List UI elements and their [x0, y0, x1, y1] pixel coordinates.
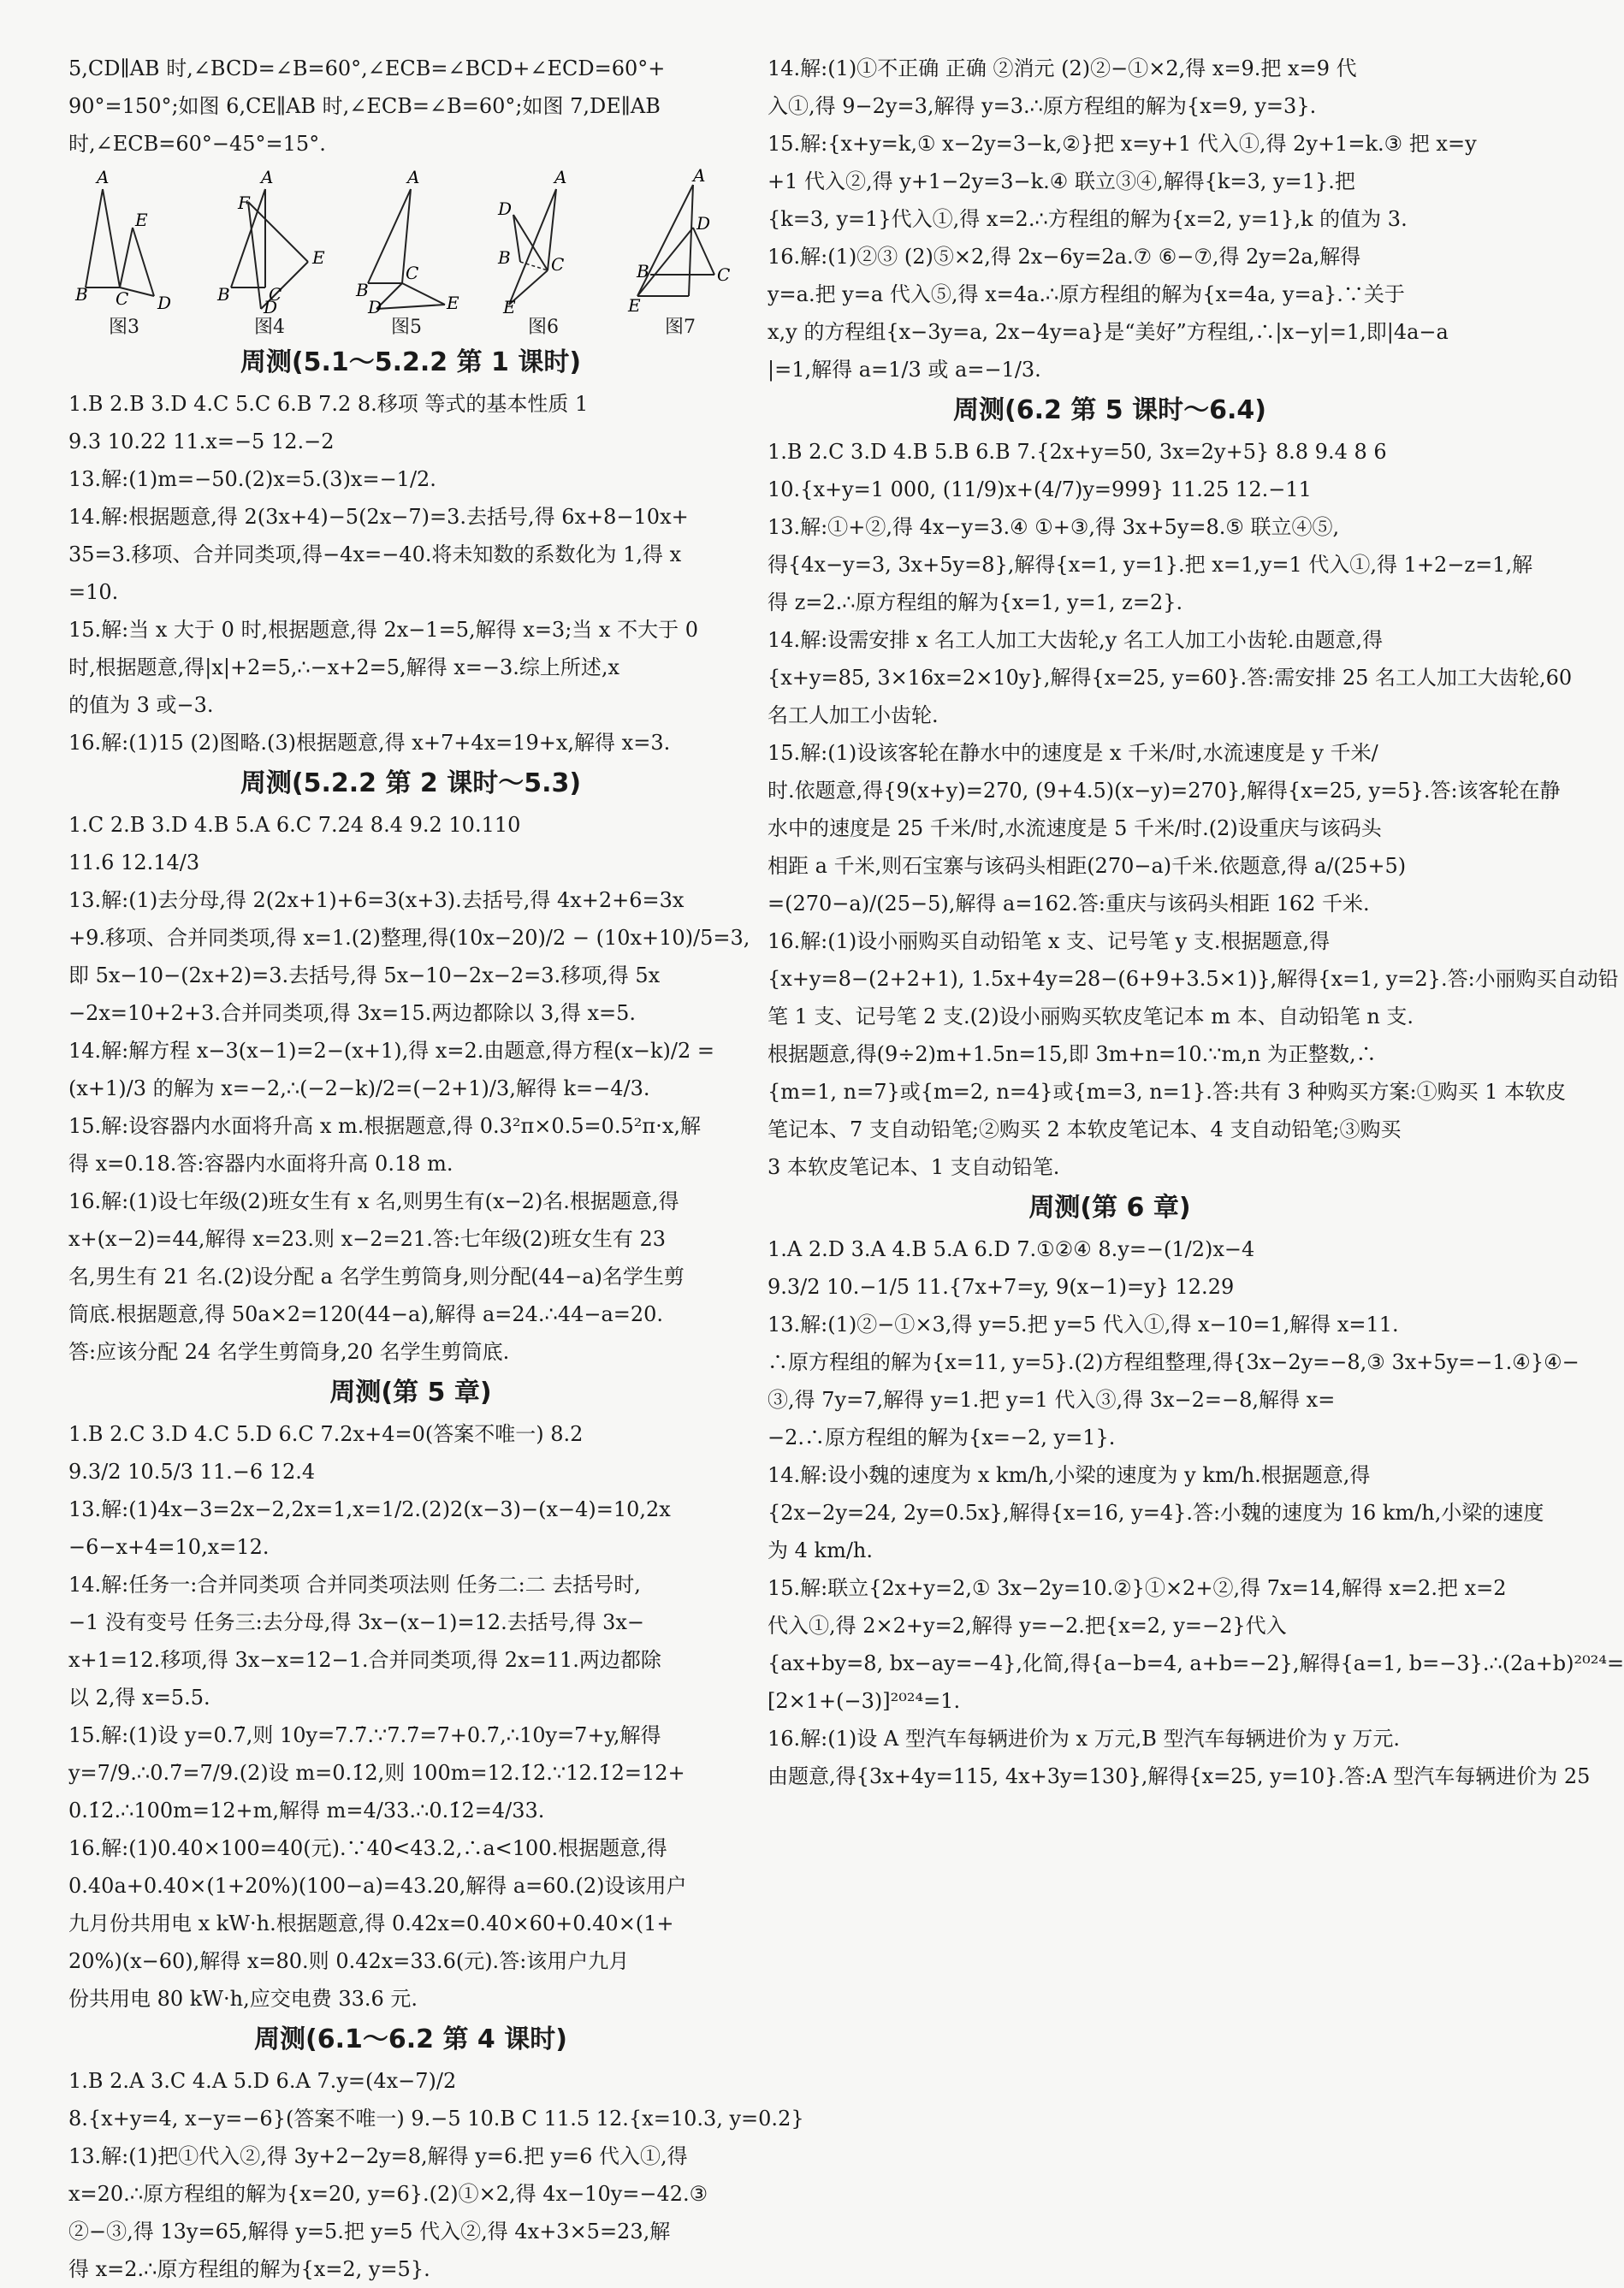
answer-line: x=20.∴原方程组的解为{x=20, y=6}.(2)①×2,得 4x−10y=−42.③: [68, 2182, 708, 2206]
right-sections: [768, 390, 1624, 1795]
section-heading: 周测(6.1～6.2 第 4 课时): [254, 2024, 567, 2054]
answer-line: 35=3.移项、合并同类项,得−4x=−40.将未知数的系数化为 1,得 x: [68, 542, 682, 566]
svg-text:D: D: [696, 213, 711, 234]
svg-text:E: E: [503, 297, 516, 317]
answer-line: ②−③,得 13y=65,解得 y=5.把 y=5 代入②,得 4x+3×5=23,解: [68, 2220, 671, 2244]
answer-line: 水中的速度是 25 千米/时,水流速度是 5 千米/时.(2)设重庆与该码头: [768, 816, 1382, 840]
answer-line: 0.40a+0.40×(1+20%)(100−a)=43.20,解得 a=60.(2)设该用户: [68, 1874, 687, 1898]
section-heading: 周测(第 5 章): [329, 1378, 492, 1408]
answer-line: 16.解:(1)15 (2)图略.(3)根据题意,得 x+7+4x=19+x,解得 x=3.: [68, 731, 671, 755]
text-line: |=1,解得 a=1/3 或 a=−1/3.: [768, 358, 1041, 382]
answer-line: 根据题意,得(9÷2)m+1.5n=15,即 3m+n=10.∵m,n 为正整数,∴: [768, 1042, 1377, 1066]
answer-line: 筒底.根据题意,得 50a×2=120(44−a),解得 a=24.∴44−a=20.: [68, 1302, 664, 1326]
answer-line: 1.A 2.D 3.A 4.B 5.A 6.D 7.①②④ 8.y=−(1/2)x−4: [768, 1237, 1255, 1261]
svg-text:D: D: [264, 297, 278, 317]
figure-row: [68, 165, 753, 339]
figure-caption: 图3: [109, 317, 139, 338]
answer-line: 9.3/2 10.−1/5 11.{7x+7=y, 9(x−1)=y} 12.29: [768, 1275, 1235, 1299]
answer-line: 即 5x−10−(2x+2)=3.去括号,得 5x−10−2x−2=3.移项,得 5x: [68, 963, 661, 987]
svg-text:F: F: [238, 193, 250, 213]
svg-text:D: D: [498, 199, 513, 219]
answer-line: 14.解:任务一:合并同类项 合并同类项法则 任务二:二 去括号时,: [68, 1573, 641, 1597]
answer-line: 16.解:(1)设七年级(2)班女生有 x 名,则男生有(x−2)名.根据题意,得: [68, 1189, 679, 1213]
answer-line: 8.{x+y=4, x−y=−6}(答案不唯一) 9.−5 10.B C 11.5 12.{x=10.3, y=0.2}: [68, 2107, 804, 2131]
answer-line: 1.B 2.C 3.D 4.B 5.B 6.B 7.{2x+y=50, 3x=2y+5} 8.8 9.4 8 6: [768, 440, 1387, 464]
left-intro: [68, 50, 753, 163]
point-label: A: [97, 167, 110, 187]
answer-line: x+1=12.移项,得 3x−x=12−1.合并同类项,得 2x=11.两边都除: [68, 1648, 661, 1672]
figure-caption: 图5: [391, 317, 422, 338]
answer-line: 1.B 2.A 3.C 4.A 5.D 6.A 7.y=(4x−7)/2: [68, 2069, 457, 2093]
answer-line: 1.B 2.B 3.D 4.C 5.C 6.B 7.2 8.移项 等式的基本性质 1: [68, 392, 589, 416]
answer-line: 名工人加工小齿轮.: [768, 703, 939, 727]
svg-text:A: A: [554, 167, 567, 187]
answer-line: ∴原方程组的解为{x=11, y=5}.(2)方程组整理,得{3x−2y=−8,③ 3x+5y=−1.④}④−: [768, 1350, 1580, 1374]
answer-line: 14.解:根据题意,得 2(3x+4)−5(2x−7)=3.去括号,得 6x+8−10x+: [68, 505, 689, 529]
svg-text:C: C: [269, 284, 282, 305]
left-column: [68, 50, 804, 2288]
answer-line: {ax+by=8, bx−ay=−4},化简,得{a−b=4, a+b=−2},解得{a=1, b=−3}.∴(2a+b)²⁰²⁴=: [768, 1651, 1624, 1675]
answer-line: 答:应该分配 24 名学生剪筒身,20 名学生剪筒底.: [68, 1340, 510, 1364]
answer-line: {m=1, n=7}或{m=2, n=4}或{m=3, n=1}.答:共有 3 种购买方案:①购买 1 本软皮: [768, 1080, 1567, 1104]
point-label: C: [116, 288, 129, 309]
answer-line: 得 x=0.18.答:容器内水面将升高 0.18 m.: [68, 1152, 453, 1176]
text-line: +1 代入②,得 y+1−2y=3−k.④ 联立③④,解得{k=3, y=1}.把: [768, 169, 1355, 193]
svg-text:E: E: [447, 293, 459, 313]
text-line: 入①,得 9−2y=3,解得 y=3.∴原方程组的解为{x=9, y=3}.: [768, 94, 1317, 118]
figure-5: [351, 168, 462, 339]
answer-line: 时.依题意,得{9(x+y)=270, (9+4.5)(x−y)=270},解得{x=25, y=5}.答:该客轮在静: [768, 779, 1561, 803]
answer-line: 13.解:(1)去分母,得 2(2x+1)+6=3(x+3).去括号,得 4x+2+6=3x: [68, 888, 685, 912]
answer-line: 15.解:当 x 大于 0 时,根据题意,得 2x−1=5,解得 x=3;当 x 不大于 0: [68, 618, 698, 642]
answer-line: 20%)(x−60),解得 x=80.则 0.42x=33.6(元).答:该用户九月: [68, 1949, 630, 1973]
answer-line: −1 没有变号 任务三:去分母,得 3x−(x−1)=12.去括号,得 3x−: [68, 1610, 644, 1634]
answer-line: 3 本软皮笔记本、1 支自动铅笔.: [768, 1155, 1060, 1179]
left-sections: [68, 342, 804, 2288]
answer-line: (x+1)/3 的解为 x=−2,∴(−2−k)/2=(−2+1)/3,解得 k=−4/3.: [68, 1076, 650, 1100]
answer-line: 14.解:设需安排 x 名工人加工大齿轮,y 名工人加工小齿轮.由题意,得: [768, 628, 1384, 652]
answer-line: 代入①,得 2×2+y=2,解得 y=−2.把{x=2, y=−2}代入: [768, 1614, 1287, 1638]
answer-line: 九月份共用电 x kW·h.根据题意,得 0.42x=0.40×60+0.40×(1+: [68, 1912, 674, 1935]
answer-line: 15.解:(1)设 y=0.7̇,则 10y=7.7̇.∵7.7̇=7+0.7̇,∴10y=7+y,解得: [68, 1723, 661, 1747]
answer-line: 相距 a 千米,则石宝寨与该码头相距(270−a)千米.依题意,得 a/(25+5): [768, 854, 1407, 878]
svg-text:B: B: [217, 284, 230, 305]
figure-caption: 图7: [665, 317, 696, 338]
answer-line: =10.: [68, 580, 119, 604]
answer-line: 9.3 10.22 11.x=−5 12.−2: [68, 430, 335, 453]
text-line: {k=3, y=1}代入①,得 x=2.∴方程组的解为{x=2, y=1},k 的值为 3.: [768, 207, 1408, 231]
answer-line: 1.B 2.C 3.D 4.C 5.D 6.C 7.2x+4=0(答案不唯一) 8.2: [68, 1422, 584, 1446]
answer-line: −2x=10+2+3.合并同类项,得 3x=15.两边都除以 3,得 x=5.: [68, 1001, 636, 1025]
section-heading: 周测(5.2.2 第 2 课时～5.3): [240, 768, 582, 798]
answer-line: +9.移项、合并同类项,得 x=1.(2)整理,得(10x−20)/2 − (10x+10)/5=3,: [68, 926, 750, 950]
answer-line: 13.解:(1)4x−3=2x−2,2x=1,x=1/2.(2)2(x−3)−(x−4)=10,2x: [68, 1497, 671, 1521]
answer-line: 由题意,得{3x+4y=115, 4x+3y=130},解得{x=25, y=10}.答:A 型汽车每辆进价为 25: [768, 1764, 1591, 1788]
point-label: D: [157, 293, 172, 313]
figure-4: [214, 168, 325, 339]
answer-line: 得 z=2.∴原方程组的解为{x=1, y=1, z=2}.: [768, 590, 1183, 614]
answer-line: −6−x+4=10,x=12.: [68, 1535, 270, 1559]
svg-text:B: B: [356, 280, 369, 300]
answer-line: {x+y=8−(2+2+1), 1.5x+4y=28−(6+9+3.5×1)},解得{x=1, y=2}.答:小丽购买自动铅: [768, 967, 1619, 991]
answer-line: ③,得 7y=7,解得 y=1.把 y=1 代入③,得 3x−2=−8,解得 x=: [768, 1388, 1336, 1412]
answer-line: 16.解:(1)设 A 型汽车每辆进价为 x 万元,B 型汽车每辆进价为 y 万元.: [768, 1727, 1400, 1751]
svg-text:A: A: [261, 167, 274, 187]
point-label: B: [75, 284, 88, 305]
answer-line: 0.1̇2̇.∴100m=12+m,解得 m=4/33.∴0.1̇2̇=4/33.: [68, 1799, 545, 1823]
text-line: 90°=150°;如图 6,CE∥AB 时,∠ECB=∠B=60°;如图 7,DE∥AB: [68, 94, 661, 118]
answer-line: 以 2,得 x=5.5.: [68, 1686, 210, 1710]
answer-line: 14.解:解方程 x−3(x−1)=2−(x+1),得 x=2.由题意,得方程(x−k)/2 =: [68, 1039, 715, 1063]
answer-line: 9.3/2 10.5/3 11.−6 12.4: [68, 1460, 316, 1484]
answer-line: [2×1+(−3)]²⁰²⁴=1.: [768, 1689, 961, 1713]
answer-line: 名,男生有 21 名.(2)设分配 a 名学生剪筒身,则分配(44−a)名学生剪: [68, 1265, 685, 1289]
svg-text:C: C: [406, 263, 419, 283]
svg-text:A: A: [693, 165, 706, 186]
answer-line: {x+y=85, 3×16x=2×10y},解得{x=25, y=60}.答:需安排 25 名工人加工大齿轮,60: [768, 666, 1573, 690]
point-label: E: [135, 210, 148, 230]
answer-line: 13.解:①+②,得 4x−y=3.④ ①+③,得 3x+5y=8.⑤ 联立④⑤,: [768, 515, 1340, 539]
svg-text:C: C: [717, 264, 731, 285]
figure-caption: 图6: [528, 317, 559, 338]
answer-line: 13.解:(1)把①代入②,得 3y+2−2y=8,解得 y=6.把 y=6 代入①,得: [68, 2144, 688, 2168]
answer-line: 13.解:(1)m=−50.(2)x=5.(3)x=−1/2.: [68, 467, 436, 491]
svg-text:E: E: [312, 247, 325, 268]
section-heading: 周测(6.2 第 5 课时～6.4): [953, 395, 1266, 425]
answer-line: 的值为 3 或−3.: [68, 693, 214, 717]
answer-line: 11.6 12.14/3: [68, 851, 200, 874]
text-line: 5,CD∥AB 时,∠BCD=∠B=60°,∠ECB=∠BCD+∠ECD=60°+: [68, 56, 666, 80]
answer-line: 13.解:(1)②−①×3,得 y=5.把 y=5 代入①,得 x−10=1,解得 x=11.: [768, 1313, 1399, 1337]
answer-line: 得 x=2.∴原方程组的解为{x=2, y=5}.: [68, 2257, 430, 2281]
text-line: 14.解:(1)①不正确 正确 ②消元 (2)②−①×2,得 x=9.把 x=9 代: [768, 56, 1357, 80]
answer-line: −2.∴原方程组的解为{x=−2, y=1}.: [768, 1426, 1116, 1449]
answer-line: =(270−a)/(25−5),解得 a=162.答:重庆与该码头相距 162 千米.: [768, 892, 1370, 916]
answer-line: 笔记本、7 支自动铅笔;②购买 2 本软皮笔记本、4 支自动铅笔;③购买: [768, 1117, 1402, 1141]
answer-line: 份共用电 80 kW·h,应交电费 33.6 元.: [68, 1987, 418, 2011]
figure-caption: 图4: [254, 317, 285, 338]
answer-line: 得{4x−y=3, 3x+5y=8},解得{x=1, y=1}.把 x=1,y=1 代入①,得 1+2−z=1,解: [768, 553, 1533, 577]
answer-line: x+(x−2)=44,解得 x=23.则 x−2=21.答:七年级(2)班女生有 23: [68, 1227, 667, 1251]
text-line: 16.解:(1)②③ (2)⑤×2,得 2x−6y=2a.⑦ ⑥−⑦,得 2y=2a,解得: [768, 245, 1361, 269]
svg-text:A: A: [407, 167, 420, 187]
answer-line: 16.解:(1)设小丽购买自动铅笔 x 支、记号笔 y 支.根据题意,得: [768, 929, 1331, 953]
figure-6: [488, 168, 599, 339]
svg-text:E: E: [628, 295, 641, 316]
answer-line: 15.解:(1)设该客轮在静水中的速度是 x 千米/时,水流速度是 y 千米/: [768, 741, 1378, 765]
svg-text:D: D: [368, 297, 382, 317]
answer-line: y=7/9.∴0.7̇=7/9.(2)设 m=0.1̇2̇,则 100m=12.1̇2̇.∵12.1̇2̇=12+: [68, 1761, 685, 1785]
text-line: 15.解:{x+y=k,① x−2y=3−k,②}把 x=y+1 代入①,得 2y+1=k.③ 把 x=y: [768, 132, 1477, 156]
section-heading: 周测(5.1～5.2.2 第 1 课时): [240, 347, 582, 377]
right-column: [768, 50, 1624, 1795]
answer-line: 16.解:(1)0.40×100=40(元).∵40<43.2,∴a<100.根据题意,得: [68, 1836, 667, 1860]
answer-line: {2x−2y=24, 2y=0.5x},解得{x=16, y=4}.答:小魏的速度为 16 km/h,小梁的速度: [768, 1501, 1544, 1525]
text-line: 时,∠ECB=60°−45°=15°.: [68, 132, 326, 156]
answer-line: 14.解:设小魏的速度为 x km/h,小梁的速度为 y km/h.根据题意,得: [768, 1463, 1371, 1487]
svg-text:B: B: [498, 247, 511, 268]
figure-3: [68, 168, 180, 339]
text-line: y=a.把 y=a 代入⑤,得 x=4a.∴原方程组的解为{x=4a, y=a}.∵关于: [768, 282, 1405, 306]
answer-line: 笔 1 支、记号笔 2 支.(2)设小丽购买软皮笔记本 m 本、自动铅笔 n 支.: [768, 1005, 1414, 1028]
answer-line: 1.C 2.B 3.D 4.B 5.A 6.C 7.24 8.4 9.2 10.110: [68, 813, 521, 837]
figure-7: [625, 165, 736, 339]
svg-text:B: B: [637, 261, 649, 282]
right-intro: [768, 50, 1477, 388]
svg-text:C: C: [551, 254, 565, 275]
answer-line: 时,根据题意,得|x|+2=5,∴−x+2=5,解得 x=−3.综上所述,x: [68, 655, 620, 679]
answer-line: 15.解:联立{2x+y=2,① 3x−2y=10.②}①×2+②,得 7x=14,解得 x=2.把 x=2: [768, 1576, 1507, 1600]
section-heading: 周测(第 6 章): [1028, 1193, 1191, 1223]
text-line: x,y 的方程组{x−3y=a, 2x−4y=a}是“美好”方程组,∴|x−y|=1,即|4a−a: [768, 320, 1449, 344]
answer-line: 10.{x+y=1 000, (11/9)x+(4/7)y=999} 11.25 12.−11: [768, 477, 1312, 501]
answer-line: 为 4 km/h.: [768, 1538, 873, 1562]
answer-line: 15.解:设容器内水面将升高 x m.根据题意,得 0.3²π×0.5=0.5²π·x,解: [68, 1114, 701, 1138]
